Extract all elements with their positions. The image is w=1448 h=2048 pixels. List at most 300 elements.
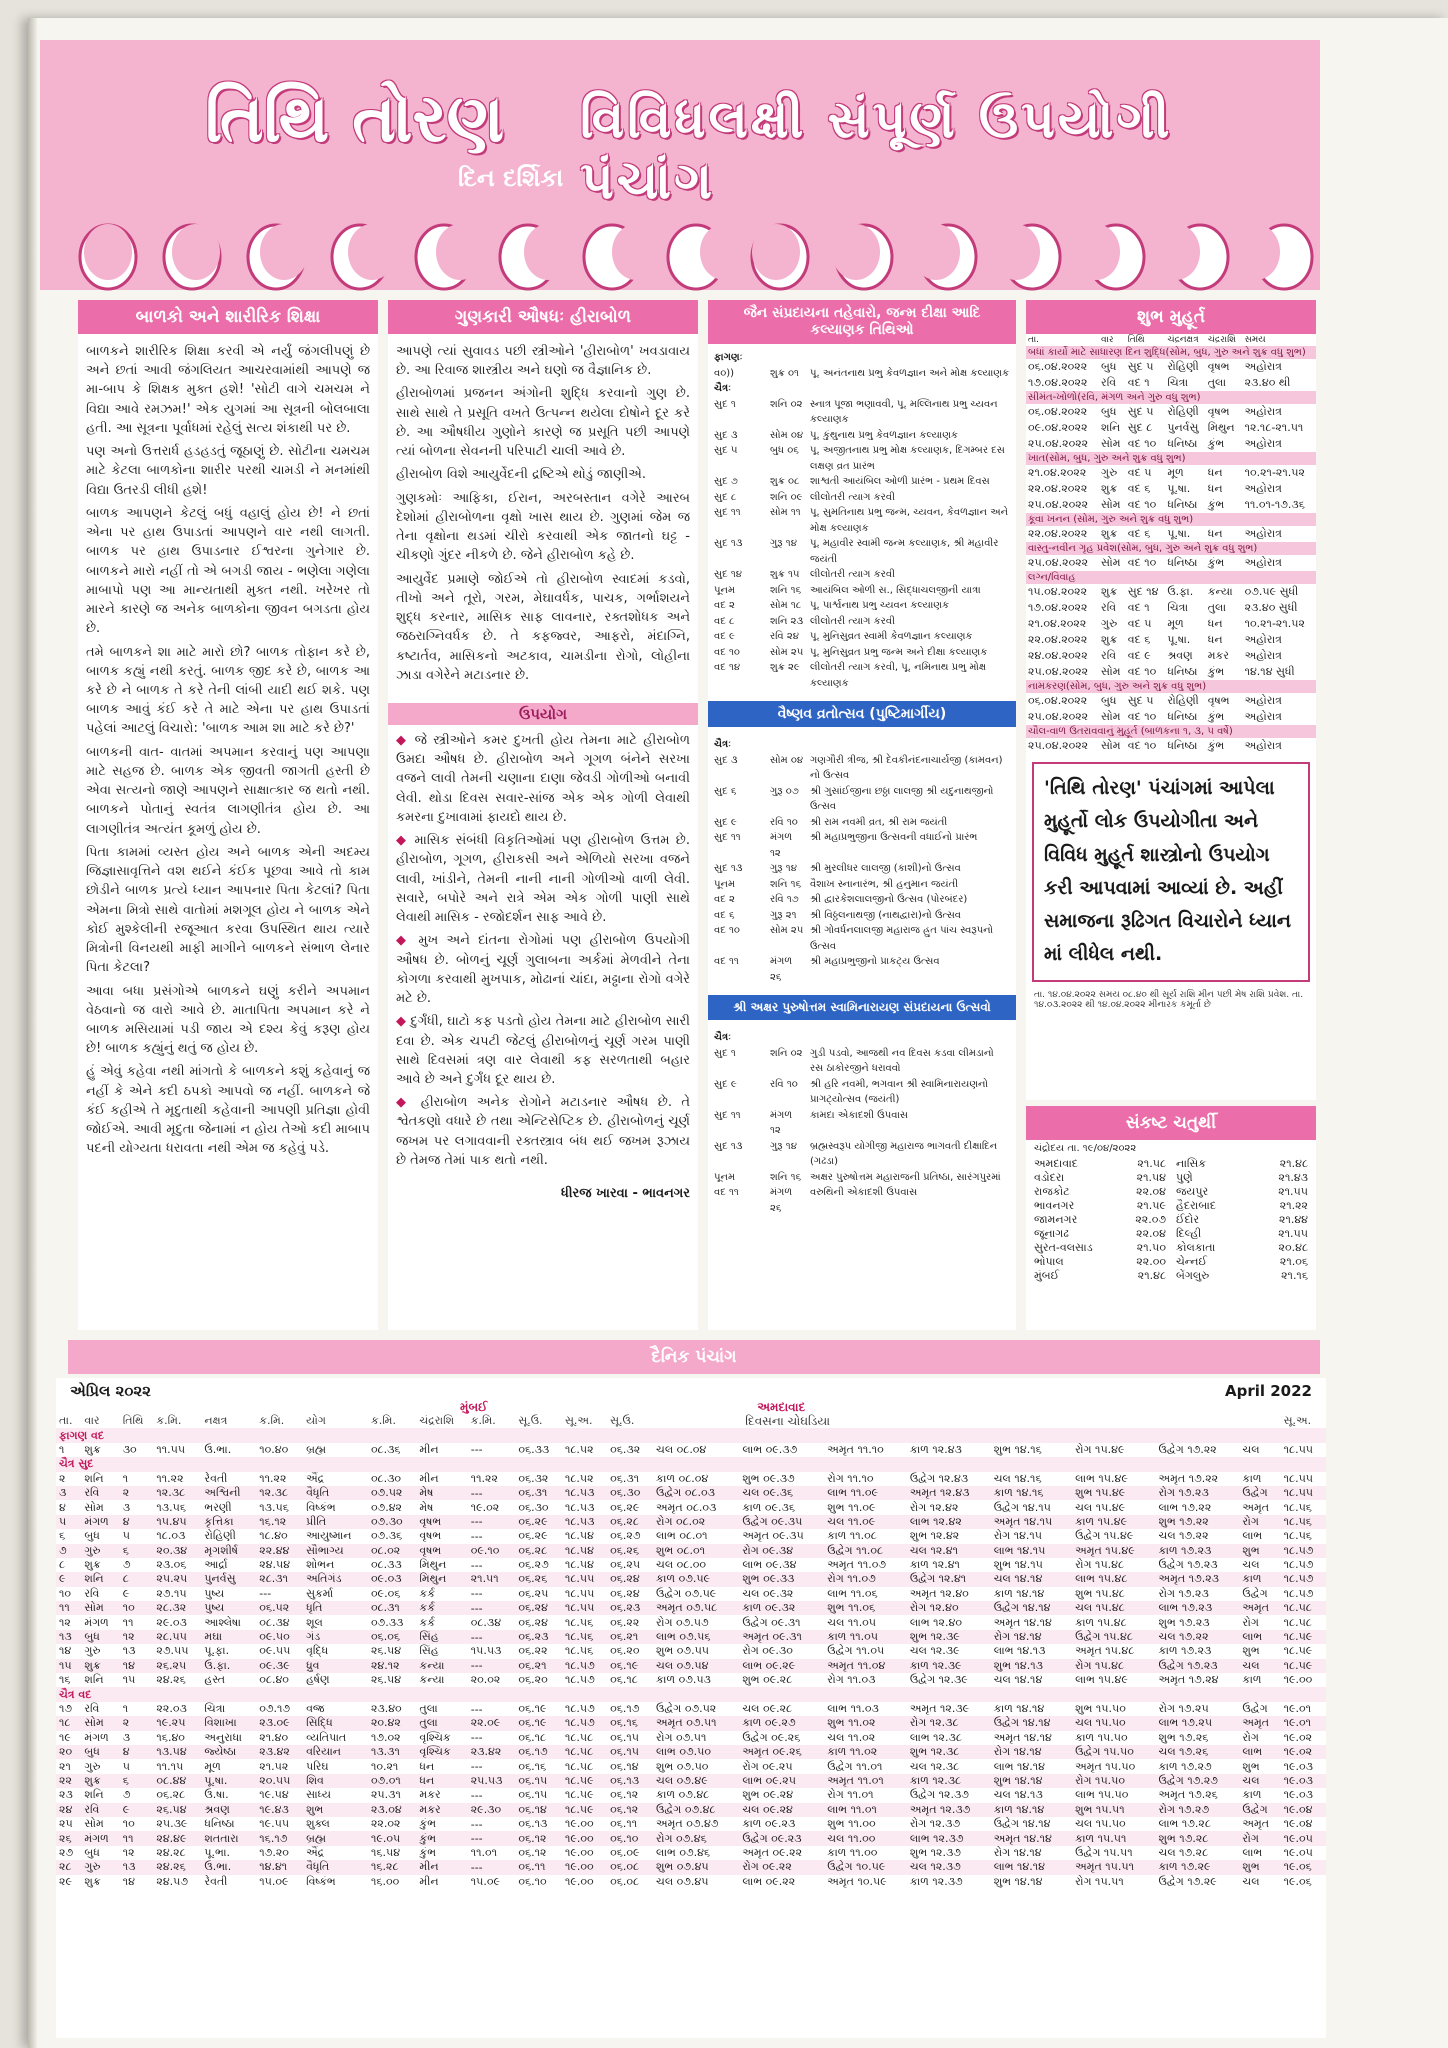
- festival-row: [714, 490, 1010, 506]
- festival-text: બ્રહ્મસ્વરૂપ યોગીજી મહારાજ ભાગવતી દીક્ષાદિન (ગઢડા): [810, 1140, 998, 1167]
- day-cell: ૧૬.૫૪: [370, 1845, 401, 1859]
- day-cell: વરિયાન: [303, 1745, 368, 1759]
- day-cell: ૧૫.૦૯: [470, 1874, 500, 1888]
- daily-header-cell: ક.મિ.: [259, 1414, 285, 1428]
- day-row: [56, 1817, 1326, 1831]
- muhurat-row: [1026, 420, 1316, 436]
- day-cell: લાભ ૧૫.૪૯: [1075, 1471, 1128, 1485]
- day-cell: ૧૬.૧૨: [256, 1515, 303, 1529]
- muhurat-cell: ઉ.ફા.: [1167, 585, 1194, 598]
- day-cell: ---: [468, 1601, 516, 1615]
- day-cell: ૦૮.૪૪: [153, 1774, 201, 1788]
- day-cell: કાળ ૧૪.૧૪: [993, 1586, 1045, 1600]
- festival-text: શ્રી મુરલીધર લાલજી (કાશી)નો ઉત્સવ: [810, 863, 961, 874]
- day-cell: કાળ ૧૫.૪૯: [1072, 1515, 1155, 1529]
- muhurat-cell: કન્યા: [1207, 585, 1233, 598]
- festival-row: [714, 598, 1010, 614]
- festival-text: આયંબિલ ઓળી સ., સિદ્ધાચલજીની યાત્રા: [810, 584, 981, 596]
- day-cell: ૭: [122, 1558, 131, 1572]
- festival-day: સોમ ૧૧: [770, 507, 801, 518]
- festival-row: [714, 830, 1010, 861]
- article-title: ગુણકારી ઔષધઃ હીરાબોળ: [388, 300, 698, 334]
- day-cell: ૧૨.૩૮: [256, 1486, 303, 1500]
- festival-tithi: ફાગણઃ: [714, 352, 743, 363]
- day-cell: ધનિષ્ઠા: [204, 1817, 235, 1831]
- sankasti-city-row: [1176, 1269, 1308, 1283]
- day-cell: ૧૯.૦૫: [1283, 1845, 1313, 1859]
- day-cell: ૦૬.૧૦: [518, 1874, 547, 1888]
- sankasti-city-row: [1034, 1199, 1166, 1213]
- day-cell: ઉદ્વેગ ૦૯.૩૧: [742, 1615, 801, 1629]
- festival-day: શુક્ર ૨૯: [770, 662, 800, 673]
- day-cell: અમૃત ૧૪.૧૪: [993, 1730, 1052, 1744]
- festival-tithi: સુદ ૧૩: [714, 863, 743, 874]
- muhurat-cell: બુધ: [1101, 405, 1117, 418]
- day-cell: ---: [259, 1587, 272, 1601]
- day-cell: ચલ: [1239, 1774, 1280, 1788]
- moonrise-time: ૨૦.૪૮: [1278, 1241, 1308, 1254]
- day-cell: ૨૦.૩૪: [153, 1544, 201, 1558]
- day-cell: ચલ ૦૯.૨૮: [742, 1702, 793, 1715]
- city-name: કોલકાતા: [1176, 1241, 1216, 1254]
- day-cell: ઉદ્વેગ ૧૪.૧૪: [991, 1716, 1072, 1730]
- day-cell: ચલ ૦૮.૦૪: [656, 1442, 707, 1456]
- day-cell: વૈધૃતિ: [303, 1860, 368, 1874]
- day-cell: વૃષભ: [419, 1529, 442, 1543]
- day-cell: ---: [470, 1760, 483, 1774]
- day-cell: ૨૫.૩૧: [370, 1788, 401, 1802]
- day-cell: ૧૪: [59, 1644, 72, 1658]
- festival-tithi: વદ ૨: [714, 600, 735, 611]
- festival-day: ગુરૂ ૧૪: [770, 1140, 797, 1152]
- day-cell: ચલ ૧૨.૩૯: [909, 1644, 960, 1658]
- day-cell: અમૃત ૧૪.૧૪: [993, 1615, 1052, 1629]
- muhurat-cell: ૨૨.૦૪.૨૦૨૨: [1028, 527, 1088, 540]
- day-cell: રોગ ૧૧.૦૧: [827, 1788, 874, 1802]
- day-row: [56, 1745, 1326, 1759]
- festival-day: સોમ ૨૫: [770, 925, 804, 936]
- festival-tithi: સુદ ૧: [714, 1047, 736, 1059]
- day-cell: ૩: [122, 1730, 131, 1744]
- daily-panchang-title: દૈનિક પંચાંગ: [68, 1340, 1320, 1374]
- daily-header-cell: તિથિ: [122, 1414, 144, 1428]
- moon-phase-icon: [412, 222, 476, 292]
- moonrise-time: ૨૧.૫૦: [1136, 1241, 1166, 1254]
- day-cell: ૦૬.૨૬: [515, 1572, 562, 1586]
- day-cell: શતતારા: [201, 1831, 256, 1845]
- day-cell: શુભ ૦૭.૫૦: [656, 1759, 709, 1773]
- festival-day: ગુરૂ ૦૭: [770, 785, 799, 797]
- day-cell: ૧૯.૦૪: [1281, 1803, 1326, 1817]
- day-cell: ૦૬.૧૨: [515, 1831, 562, 1845]
- day-cell: ૦૬.૨૪: [610, 1586, 640, 1600]
- day-cell: ૨૪: [56, 1803, 81, 1817]
- day-cell: ૧૯.૦૪: [1283, 1817, 1313, 1831]
- festival-tithi: સુદ ૫: [714, 445, 738, 456]
- day-cell: અમૃત ૧૪.૧૫: [991, 1515, 1072, 1529]
- day-cell: ચલ: [1242, 1558, 1260, 1572]
- day-cell: ઉદ્વેગ ૧૪.૧૪: [991, 1601, 1072, 1615]
- day-cell: ૯: [122, 1586, 130, 1600]
- day-cell: ૦૬.૩૨: [518, 1471, 549, 1485]
- day-cell: વૃષભ: [416, 1515, 467, 1529]
- day-cell: પૂ.ભા.: [204, 1845, 231, 1859]
- day-cell: રોગ ૦૯.૨૫: [742, 1759, 793, 1773]
- daily-header-cell: [991, 1414, 1072, 1428]
- day-cell: અમૃત ૧૭.૨૨: [1158, 1471, 1219, 1485]
- day-cell: વૃદ્ધિ: [306, 1644, 329, 1658]
- article-paragraph: બાળકની વાત- વાતમાં અપમાન કરવાનું પણ આપણા માટે સહજ છે. બાળક એક જીવતી જાગતી હસ્તી છે એવા સત્યનો જાણે આપણને સાક્ષાત્કાર જ થતો નથી. બાળકને પોતાનું સ્વતંત્ર લાગણીતંત્ર હોય છે. આ લાગણીતંત્ર અત્યંત કૂમળું હોય છે.: [86, 744, 370, 837]
- sankasti-city-row: [1176, 1241, 1308, 1255]
- festival-tithi: વદ ૧૦: [714, 925, 740, 936]
- muhurat-category: લગ્ન/વિવાહ: [1026, 571, 1316, 584]
- muhurat-cell: ૨૧.૦૪.૨૦૨૨: [1028, 617, 1087, 630]
- day-cell: ચલ: [1242, 1442, 1260, 1456]
- day-row: [56, 1630, 1326, 1644]
- day-cell: શુભ ૦૭.૫૫: [656, 1644, 710, 1658]
- day-cell: લાભ ૧૨.૪૦: [909, 1615, 962, 1629]
- muhurat-row: [1026, 555, 1316, 571]
- day-cell: રોગ ૧૪.૧૪: [991, 1745, 1072, 1759]
- city-name: પુણે: [1176, 1171, 1193, 1184]
- day-cell: રોગ: [1242, 1615, 1259, 1629]
- festival-text: શ્રી મહાપ્રભુજીના ઉત્સવની વધાઈનો પ્રારંભ: [810, 832, 978, 843]
- day-cell: ૨૪.૧૨: [368, 1659, 416, 1673]
- day-cell: વૈધૃતિ: [303, 1486, 368, 1500]
- day-cell: અમૃત ૧૨.૪૦: [909, 1586, 969, 1600]
- day-cell: ૧૧.૧૫: [156, 1759, 184, 1773]
- day-cell: ધન: [419, 1759, 435, 1773]
- day-cell: ૧૮.૫૯: [1283, 1644, 1313, 1658]
- section-label: ફાગણ વદ: [56, 1428, 1326, 1442]
- sankasti-city-row: [1034, 1227, 1166, 1241]
- day-cell: બુધ: [84, 1845, 100, 1859]
- day-cell: ૦૭.૦૧: [368, 1774, 416, 1788]
- muhurat-cell: કુંભ: [1207, 498, 1225, 511]
- day-cell: શુભ ૧૧.૦૯: [827, 1500, 876, 1514]
- day-cell: ૦૬.૩૦: [607, 1486, 653, 1500]
- day-cell: અમૃત ૧૪.૧૪: [991, 1831, 1072, 1845]
- day-cell: ૧૮.૫૪: [564, 1529, 594, 1543]
- muhurat-cell: ધનિષ્ઠા: [1167, 556, 1198, 569]
- day-cell: ૧૯.૦૫: [368, 1831, 416, 1845]
- day-cell: ચલ ૦૭.૫૪: [653, 1659, 739, 1673]
- day-cell: ઉદ્વેગ ૦૭.૫૯: [656, 1586, 717, 1600]
- festival-text: શ્રી દ્વારકેશલાલજીનો ઉત્સવ (પોરબંદર): [810, 894, 968, 905]
- day-cell: ઉદ્વેગ ૧૧.૦૮: [824, 1544, 907, 1558]
- day-cell: ૧૯.૦૫: [1281, 1831, 1326, 1845]
- day-cell: ૦૯.૦૬: [370, 1586, 401, 1600]
- day-cell: ૩: [56, 1486, 81, 1500]
- day-cell: ૧૧: [56, 1601, 81, 1615]
- sankasti-city-row: [1034, 1157, 1166, 1171]
- festival-day: મંગળ ૨૬: [770, 956, 793, 983]
- moonrise-time: ૨૧.૫૮: [1137, 1157, 1166, 1170]
- day-cell: ઉદ્વેગ ૧૭.૨૯: [1158, 1874, 1217, 1888]
- usage-item: ◆ હીરાબોળ અનેક રોગોને મટાડનાર ઔષધ છે. તે શ્વેતકણો વધારે છે તથા એન્ટિસેપ્ટિક છે. હીરાબોળનું ચૂર્ણ જખમ પર લગાવવાની રક્તસ્ત્રાવ બંધ થઈ જખમ રૂઝાય છે તેમજ તેમાં પાક થતો નથી.: [396, 1093, 690, 1170]
- day-cell: પૂ.ફા.: [204, 1644, 230, 1658]
- day-cell: ઉદ્વેગ ૧૨.૪૩: [909, 1471, 969, 1485]
- day-cell: ૧૮.૫૭: [1283, 1558, 1314, 1572]
- muhurat-cell: ધનિષ્ઠા: [1167, 665, 1198, 678]
- day-cell: ૨: [120, 1486, 154, 1500]
- day-cell: ૧૬.૨૮: [368, 1860, 416, 1874]
- day-cell: ૧૯.૫૪: [259, 1788, 289, 1802]
- muhurat-cell: સોમ: [1101, 739, 1121, 752]
- day-cell: લાભ: [1242, 1529, 1263, 1543]
- day-cell: ૨૦.૦૨: [470, 1673, 501, 1687]
- article-title: બાળકો અને શારીરિક શિક્ષા: [78, 300, 378, 334]
- day-cell: ૦૭.૩૬: [370, 1529, 403, 1543]
- sankasti-city-row: [1176, 1185, 1308, 1199]
- muhurat-cell: સુદ ૫: [1127, 694, 1154, 707]
- festival-text: લીલોતરી ત્યાગ કરવી: [810, 615, 895, 627]
- festival-text: શ્રી ગુસાંઈજીના છઠ્ઠા લાલજી શ્રી યદુનાથજીનો ઉત્સવ: [810, 785, 994, 812]
- day-cell: શનિ: [84, 1788, 104, 1802]
- daily-table: [56, 1414, 1326, 1889]
- day-cell: ૧૮.૫૩: [562, 1515, 607, 1529]
- festival-tithi: પૂનમ: [714, 1171, 735, 1183]
- day-cell: ૦૬.૧૮: [518, 1730, 547, 1744]
- day-cell: રોગ ૦૯.૨૨: [739, 1860, 824, 1874]
- festival-text: [810, 350, 1010, 366]
- day-cell: વૃશ્ચિક: [416, 1745, 467, 1759]
- day-cell: ૨૨.૪૪: [256, 1544, 303, 1558]
- day-cell: ૧: [59, 1442, 65, 1456]
- day-cell: ૧૬.૦૦: [370, 1874, 400, 1888]
- usage-item: ◆ માસિક સંબંધી વિકૃતિઓમાં પણ હીરાબોળ ઉત્તમ છે. હીરાબોળ, ગૂગળ, હીરાકસી અને એળિયો સરખા વજને લાવી, ખાંડીને, તેમની નાની નાની ગોળીઓ વાળી લેવી. સવારે, બપોરે અને રાત્રે એમ એક ગોળી પાણી સાથે લેવાથી માસિક - રજોદર્શન સાફ આવે છે.: [396, 831, 690, 927]
- day-cell: ૨૧.૫૨: [259, 1759, 289, 1773]
- day-cell: ૨૩: [59, 1788, 73, 1802]
- day-cell: ૦૬.૧૬: [607, 1716, 653, 1730]
- day-cell: મંગળ: [81, 1515, 119, 1529]
- festival-tithi: વદ ૯: [714, 631, 735, 642]
- festival-tithi: સુદ ૧૩: [714, 1140, 743, 1152]
- day-cell: ૧૯.૦૬: [1281, 1860, 1326, 1874]
- day-cell: ૦૬.૨૨: [610, 1615, 640, 1629]
- day-cell: ચલ ૧૨.૩૭: [907, 1860, 991, 1874]
- day-cell: રેવતી: [204, 1874, 228, 1888]
- day-cell: ૧૮.૫૮: [1281, 1601, 1326, 1615]
- day-cell: લાભ: [1242, 1845, 1263, 1859]
- day-cell: ૦૮.૩૪: [259, 1615, 290, 1629]
- day-cell: ૨૬.૨૫: [153, 1659, 201, 1673]
- day-cell: ૫: [122, 1529, 130, 1543]
- day-cell: ૧૭.૨૦: [259, 1845, 289, 1859]
- festival-day: શનિ ૧૬: [770, 584, 802, 596]
- day-cell: ૨૯.૦૩: [156, 1615, 187, 1629]
- day-cell: ઉદ્વેગ ૧૧.૦૧: [827, 1759, 883, 1773]
- day-cell: શુભ ૦૯.૩૩: [739, 1572, 824, 1586]
- day-cell: ૧૬: [59, 1673, 71, 1687]
- day-cell: શનિ: [84, 1673, 104, 1687]
- day-cell: અમૃત: [1242, 1500, 1270, 1514]
- month-english: April 2022: [1225, 1382, 1312, 1400]
- day-cell: રોગ ૧૪.૧૪: [993, 1845, 1042, 1859]
- muhurat-cell: ૨૫.૦૪.૨૦૨૨: [1028, 437, 1089, 450]
- festival-day: મંગળ ૧૨: [770, 1109, 793, 1136]
- festival-row: [714, 567, 1010, 583]
- day-cell: ૧૮.૫૨: [564, 1442, 594, 1456]
- moon-phase-icon: [748, 222, 812, 292]
- day-cell: કાળ ૧૧.૦૫: [824, 1630, 907, 1644]
- festival-day: સોમ ૦૪: [770, 429, 804, 441]
- muhurat-cell: ૧૭.૦૪.૨૦૨૨: [1028, 601, 1088, 614]
- day-cell: ૨૪.૫૪: [259, 1558, 291, 1572]
- muhurat-cell: ધન: [1207, 633, 1223, 646]
- day-cell: કર્ક: [416, 1601, 467, 1615]
- day-cell: ચલ ૦૮.૦૦: [656, 1558, 707, 1572]
- muhurat-cell: ધન: [1207, 527, 1223, 540]
- moonrise-time: ૨૧.૨૨: [1279, 1199, 1308, 1212]
- day-cell: ૦૬.૨૯: [518, 1529, 548, 1543]
- day-cell: શુક્ર: [81, 1659, 119, 1673]
- day-cell: મેષ: [416, 1486, 467, 1500]
- festival-text: લીલોતરી ત્યાગ કરવી, પૂ. નમિનાથ પ્રભુ મોક્ષ કલ્યાણક: [810, 662, 987, 689]
- day-cell: લાભ ૧૪.૧૪: [993, 1759, 1045, 1773]
- muhurat-cell: ૧૭.૦૪.૨૦૨૨: [1028, 376, 1088, 389]
- day-cell: શુભ ૧૪.૧૩: [991, 1659, 1072, 1673]
- day-cell: લાભ ૦૯.૨૨: [742, 1874, 796, 1888]
- festival-row: [714, 954, 1010, 985]
- day-cell: ચિત્રા: [204, 1702, 226, 1715]
- festival-day: સોમ ૨૫: [770, 646, 804, 658]
- festival-row: [714, 861, 1010, 877]
- muhurat-cell: પૂ.ષા.: [1167, 527, 1191, 540]
- day-cell: પરિઘ: [306, 1759, 329, 1773]
- festival-day: [770, 350, 806, 366]
- muhurat-cell: અહોરાત્ર: [1244, 649, 1282, 662]
- day-cell: રોગ ૧૭.૨૩: [1158, 1586, 1209, 1600]
- day-cell: ૨૪.૨૬: [153, 1860, 201, 1874]
- festival-tithi: સુદ ૯: [714, 1078, 737, 1090]
- festival-day: શનિ ૧૬: [770, 878, 802, 890]
- section-label: ચૈત્ર સુદ: [56, 1457, 1326, 1471]
- festival-day: મંગળ ૧૨: [770, 832, 793, 859]
- article-hirabol: [388, 300, 698, 1330]
- day-cell: શુભ ૧૭.૨૨: [1156, 1515, 1240, 1529]
- festival-text: શ્રી વિઠ્ઠલનાથજી (નાથદ્વારા)નો ઉત્સવ: [810, 909, 962, 921]
- moon-phase-icon: [496, 222, 560, 292]
- festival-row: [714, 1077, 1010, 1108]
- day-cell: ૨૩.૪૦: [370, 1702, 402, 1715]
- day-cell: ૨૫.૩૯: [156, 1817, 188, 1831]
- muhurat-cell: ધન: [1207, 466, 1223, 479]
- day-cell: ૨૩.૦૪: [368, 1803, 416, 1817]
- day-cell: કાળ: [1242, 1788, 1262, 1802]
- muhurat-cell: ૧૨.૧૮-૨૧.૫૧: [1244, 421, 1304, 434]
- day-cell: ૦૬.૧૩: [607, 1774, 653, 1788]
- day-cell: મઘા: [201, 1630, 256, 1644]
- day-cell: અમૃત ૧૧.૦૪: [824, 1659, 907, 1673]
- day-cell: ---: [470, 1702, 483, 1716]
- festival-day: ગુરૂ ૨૧: [770, 909, 797, 921]
- day-cell: ૦૬.૧૭: [610, 1702, 640, 1715]
- day-cell: અમૃત ૦૭.૫૧: [653, 1716, 739, 1730]
- day-cell: રોગ: [1242, 1730, 1259, 1744]
- festival-day: રવિ ૧૦: [770, 816, 798, 828]
- day-cell: ચલ ૧૭.૨૬: [1156, 1745, 1240, 1759]
- muhurat-cell: વદ ૬: [1127, 633, 1151, 646]
- muhurat-cell: ૨૫.૦૪.૨૦૨૨: [1028, 556, 1089, 569]
- day-cell: ઉદ્વેગ ૧૦.૫૯: [824, 1860, 907, 1874]
- day-cell: શુભ ૧૨.૩૯: [907, 1630, 991, 1644]
- day-cell: ૨૩.૪૨: [256, 1745, 303, 1759]
- day-cell: કાળ ૧૫.૪૮: [1075, 1615, 1127, 1629]
- day-cell: ૧૯.૦૦: [564, 1874, 594, 1888]
- day-row: [56, 1472, 1326, 1486]
- daily-header-cell: સૂ.ઉ.: [518, 1414, 543, 1428]
- moonrise-time: ૨૨.૦૪: [1136, 1227, 1166, 1240]
- day-cell: ૦૬.૧૭: [515, 1745, 562, 1759]
- muhurat-category: વાસ્તુ-નવીન ગૃહ પ્રવેશ(સોમ, બુધ, ગુરુ અને શુક્ર વધુ શુભ): [1026, 542, 1316, 555]
- day-cell: ચલ: [1239, 1659, 1280, 1673]
- day-cell: ૧૧.૨૨: [470, 1471, 498, 1485]
- muhurat-cell: વદ ૧: [1127, 601, 1150, 614]
- day-cell: ૦૬.૨૯: [610, 1500, 640, 1514]
- day-cell: ૨૬.૫૪: [370, 1673, 402, 1687]
- day-cell: મીન: [416, 1860, 467, 1874]
- day-cell: પુનર્વસુ: [201, 1572, 256, 1586]
- day-cell: ૧૮.૫૯: [562, 1774, 607, 1788]
- day-cell: આશ્લેષા: [204, 1615, 241, 1629]
- muhurat-row: [1026, 465, 1316, 481]
- muhurat-cell: કુંભ: [1207, 556, 1225, 569]
- vaishnav-list: [708, 731, 1016, 991]
- day-cell: શુભ ૦૮.૦૧: [653, 1544, 739, 1558]
- day-cell: ૨૨.૦૯: [468, 1716, 516, 1730]
- muhurat-cell: સુદ ૫: [1127, 405, 1154, 418]
- day-cell: અમૃત ૧૨.૩૯: [909, 1702, 970, 1715]
- header-banner: [40, 40, 1320, 290]
- festival-row: [714, 737, 1010, 753]
- day-cell: તુલા: [419, 1702, 438, 1715]
- day-cell: શુભ ૧૫.૫૧: [1072, 1803, 1155, 1817]
- day-cell: ચલ ૧૭.૨૨: [1156, 1630, 1240, 1644]
- day-cell: સિંહ: [419, 1644, 439, 1658]
- muhurat-cell: ૦૬.૦૪.૨૦૨૨: [1028, 694, 1088, 707]
- day-row: [56, 1515, 1326, 1529]
- day-cell: ૧૮.૫૬: [564, 1615, 594, 1629]
- daily-header-cell: [1072, 1414, 1155, 1428]
- day-cell: ---: [470, 1817, 483, 1831]
- festival-tithi: સુદ ૧૧: [714, 507, 741, 518]
- day-cell: ૧૮.૫૬: [1281, 1515, 1326, 1529]
- day-cell: ૧૧.૨૨: [259, 1471, 287, 1485]
- day-cell: ગુરુ: [81, 1544, 119, 1558]
- article-paragraph: હું એવું કહેવા નથી માંગતો કે બાળકને કશું કહેવાનું જ નહીં કે એને કદી ઠપકો આપવો જ નહીં. બાળકને જે કંઈ કહીએ તે મૃદુતાથી કહેવાની આપણી પ્રતિજ્ઞા હોવી જોઈએ. આવી મૃદુતા જેનામાં ન હોય તેઓ કદી માબાપ પદની યોગ્યતા ધરાવતા નથી એમ જ કહેવું પડે.: [86, 1064, 370, 1157]
- day-cell: શુભ: [1239, 1544, 1280, 1558]
- festival-row: [714, 877, 1010, 893]
- day-cell: ૦૯.૫૦: [256, 1630, 303, 1644]
- sankasti-city-row: [1176, 1255, 1308, 1269]
- moonrise-time: ૨૧.૪૪: [1279, 1213, 1308, 1226]
- day-cell: ચલ ૧૨.૩૮: [909, 1759, 960, 1773]
- usage-item: ◆ જે સ્ત્રીઓને કમર દુખતી હોય તેમના માટે હીરાબોળ ઉમદા ઔષધ છે. હીરાબોળ અને ગૂગળ બંનેને સરખા વજને લાવી તેમની ચણાના દાણા જેવડી ગોળીઓ બનાવી લેવી. થોડા દિવસ સવાર-સાંજ એક એક ગોળી લેવાથી કમરના દુખાવામાં ફાયદો થાય છે.: [396, 731, 690, 827]
- day-cell: ઉદ્વેગ ૧૭.૨૭: [1156, 1774, 1240, 1788]
- city-name: સુરત-વલસાડ: [1034, 1241, 1093, 1254]
- festival-row: [714, 645, 1010, 661]
- day-cell: મેષ: [419, 1500, 434, 1514]
- day-cell: રવિ: [84, 1586, 100, 1600]
- day-cell: બ્રહ્મ: [303, 1831, 368, 1845]
- day-cell: ૧૧.૫૫: [156, 1442, 186, 1456]
- festival-day: મંગળ ૨૬: [770, 1187, 793, 1214]
- day-cell: કુંભ: [419, 1845, 436, 1859]
- day-cell: ૦૮.૩૪: [470, 1615, 502, 1629]
- day-cell: લાભ ૧૧.૦૯: [824, 1486, 907, 1500]
- day-cell: ૨૬: [56, 1831, 81, 1845]
